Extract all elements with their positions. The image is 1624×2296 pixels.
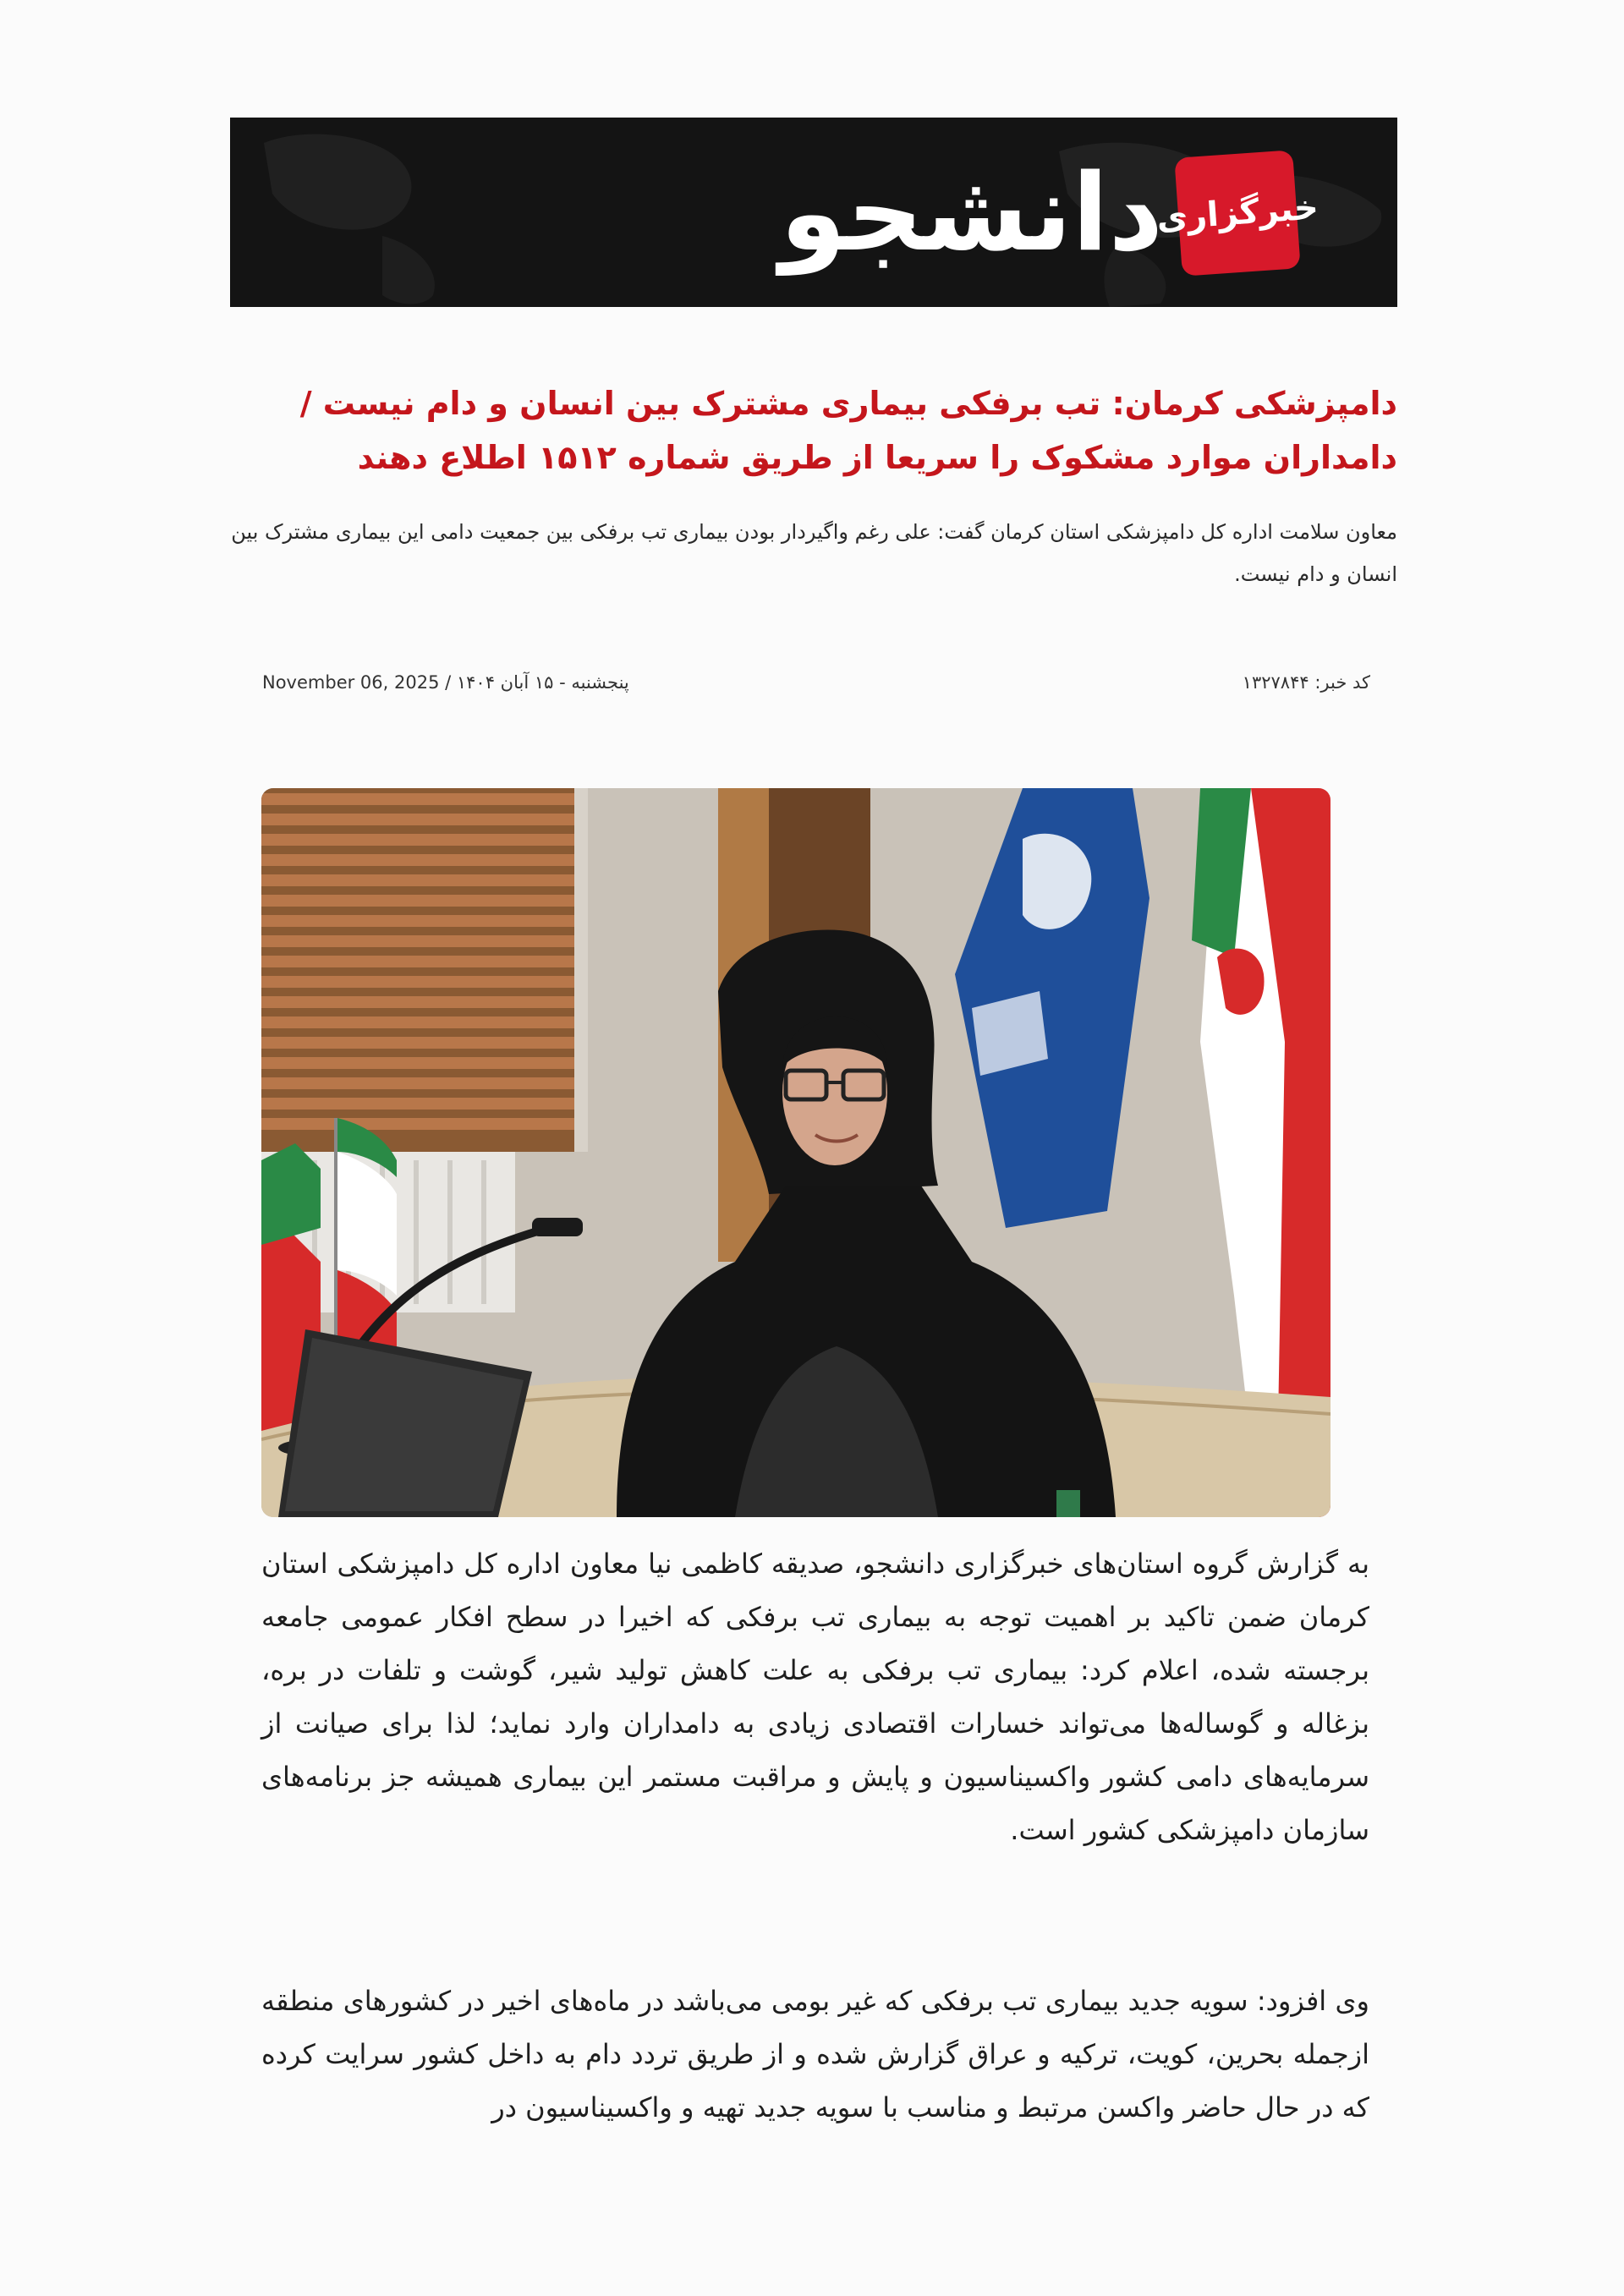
site-banner[interactable] — [230, 118, 1397, 307]
article-paragraph-2: وی افزود: سویه جدید بیماری تب برفکی که غیر بومی می‌باشد در ماه‌های اخیر در کشورهای منطقه ازجمله بحرین، کویت، ترکیه و عراق گزارش شده و از طریق تردد دام به داخل کشور سرایت کرده که در حال حاضر واکسن مرتبط و مناسب با سویه جدید تهیه و واکسیناسیون در — [261, 1985, 1369, 2123]
site-logo[interactable] — [780, 151, 1320, 275]
logo-wordmark: دانشجو — [780, 151, 1164, 275]
news-code: کد خبر: ۱۳۲۷۸۴۴ — [1242, 672, 1370, 693]
logo-badge: خبرگزاری — [1174, 150, 1300, 276]
article-meta — [254, 672, 1370, 706]
article-paragraph-1: به گزارش گروه استان‌های خبرگزاری دانشجو، صدیقه کاظمی نیا معاون اداره کل دامپزشکی استان کرمان ضمن تاکید بر اهمیت توجه به بیماری تب برفکی که اخیرا در سطح افکار عمومی جامعه برجسته شده، اعلام کرد: بیماری تب برفکی به علت کاهش تولید شیر، گوشت و تلفات در بره، بزغاله و گوساله‌ها می‌تواند خسارات اقتصادی زیادی به دامداران وارد نماید؛ لذا برای صیانت از سرمایه‌های دامی کشور واکسیناسیون و پایش و مراقبت مستمر این بیماری همیشه جز برنامه‌های سازمان دامپزشکی کشور است. — [261, 1548, 1369, 1846]
article-headline: دامپزشکی کرمان: تب برفکی بیماری مشترک بین انسان و دام نیست / دامداران موارد مشکوک را سریعا از طریق شماره ۱۵۱۲ اطلاع دهند — [299, 385, 1397, 476]
window-blinds — [261, 788, 588, 1152]
article-photo — [261, 788, 1330, 1517]
article-lead: معاون سلامت اداره کل دامپزشکی استان کرمان گفت: علی رغم واگیردار بودن بیماری تب برفکی بین جمعیت دامی این بیماری مشترک بین انسان و دام نیست. — [231, 520, 1397, 586]
publish-date: پنجشنبه - ۱۵ آبان ۱۴۰۴ / November 06, 2025 — [262, 672, 629, 693]
